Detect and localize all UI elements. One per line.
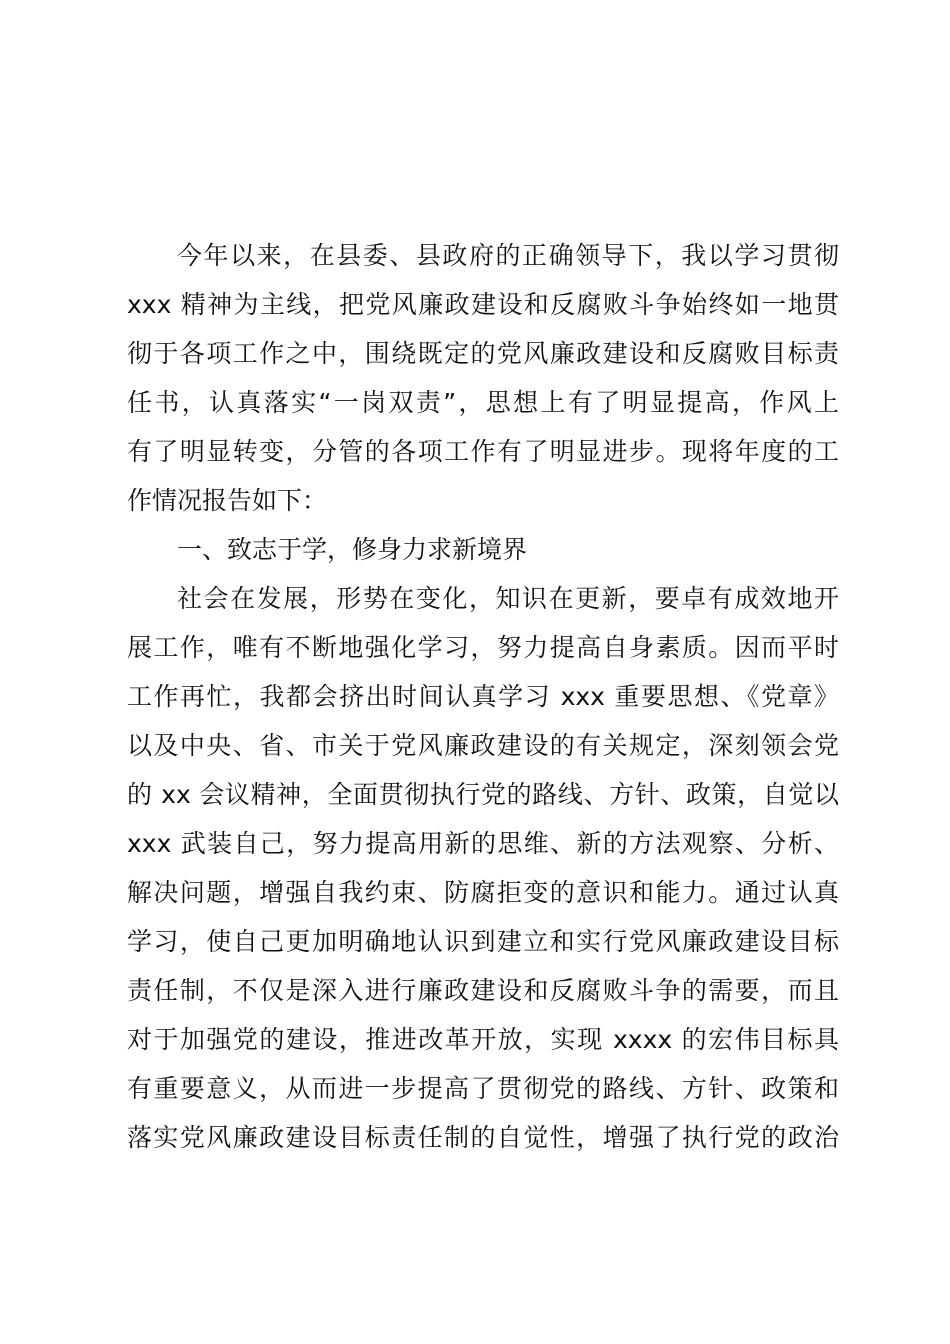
paragraph-line: 学习，使自己更加明确地认识到建立和实行党风廉政建设目标 [127, 927, 839, 956]
paragraph-line: 社会在发展，形势在变化，知识在更新，要卓有成效地开 [177, 584, 839, 613]
paragraph-line: 解决问题，增强自我约束、防腐拒变的意识和能力。通过认真 [127, 878, 839, 907]
paragraph-line: 落实党风廉政建设目标责任制的自觉性，增强了执行党的政治 [127, 1123, 839, 1152]
paragraph-line: 任书，认真落实“一岗双责”，思想上有了明显提高，作风上 [127, 388, 839, 417]
paragraph-line: 作情况报告如下： [127, 486, 328, 515]
paragraph-line: 责任制，不仅是深入进行廉政建设和反腐败斗争的需要，而且 [127, 976, 839, 1005]
paragraph-line: 展工作，唯有不断地强化学习，努力提高自身素质。因而平时 [127, 633, 839, 662]
paragraph-line: 工作再忙，我都会挤出时间认真学习 xxx 重要思想、《党章》 [127, 682, 839, 711]
paragraph-line: 彻于各项工作之中，围绕既定的党风廉政建设和反腐败目标责 [127, 339, 839, 368]
section-heading: 一、致志于学，修身力求新境界 [177, 535, 528, 564]
paragraph-line: xxx 武装自己，努力提高用新的思维、新的方法观察、分析、 [127, 829, 839, 858]
paragraph-line: 以及中央、省、市关于党风廉政建设的有关规定，深刻领会党 [127, 731, 839, 760]
paragraph-line: 的 xx 会议精神，全面贯彻执行党的路线、方针、政策，自觉以 [127, 780, 839, 809]
paragraph-line: 对于加强党的建设，推进改革开放，实现 xxxx 的宏伟目标具 [127, 1025, 839, 1054]
paragraph-line: 今年以来，在县委、县政府的正确领导下，我以学习贯彻 [177, 241, 839, 270]
paragraph-line: 有重要意义，从而进一步提高了贯彻党的路线、方针、政策和 [127, 1074, 839, 1103]
paragraph-line: 有了明显转变，分管的各项工作有了明显进步。现将年度的工 [127, 437, 839, 466]
document-body [127, 231, 839, 1162]
paragraph-line: xxx 精神为主线，把党风廉政建设和反腐败斗争始终如一地贯 [127, 290, 839, 319]
